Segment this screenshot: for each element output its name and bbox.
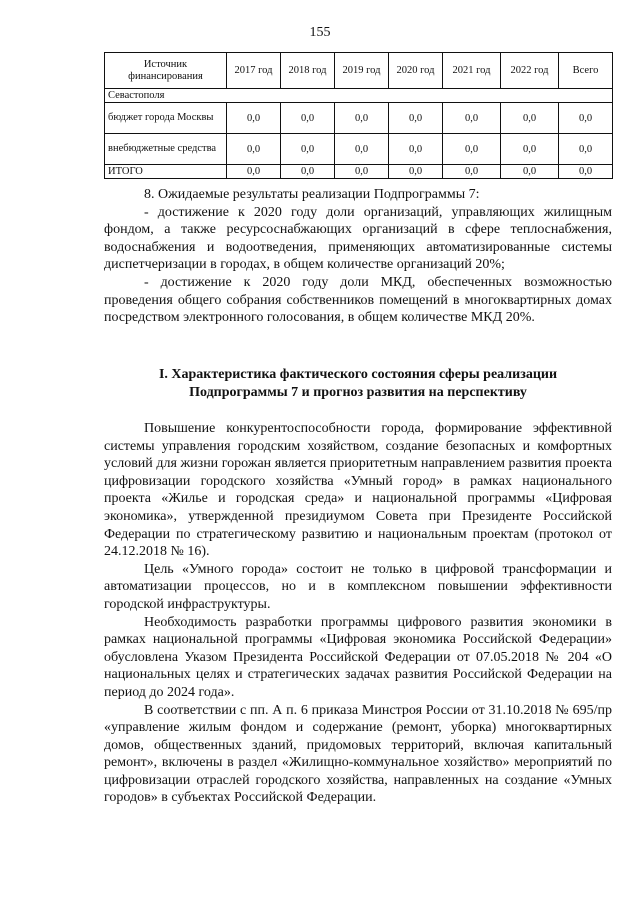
table-cell: 0,0 bbox=[281, 165, 335, 179]
expected-results bbox=[104, 186, 612, 327]
table-cell: 0,0 bbox=[443, 165, 501, 179]
table-row bbox=[105, 134, 613, 165]
header-2018: 2018 год bbox=[281, 53, 335, 89]
table-row bbox=[105, 103, 613, 134]
row-source: внебюджетные средства bbox=[105, 134, 227, 165]
row-source: бюджет города Москвы bbox=[105, 103, 227, 134]
header-2020: 2020 год bbox=[389, 53, 443, 89]
table-cell: 0,0 bbox=[281, 134, 335, 165]
results-item-2: - достижение к 2020 году доли МКД, обеспеченных возможностью проведения общего собрания собственников помещений в многоквартирных домах посредством электронного голосования, в общем количестве МКД 20%. bbox=[104, 274, 612, 326]
table-cell: 0,0 bbox=[227, 165, 281, 179]
table-cell: 0,0 bbox=[227, 134, 281, 165]
table-cell: 0,0 bbox=[335, 134, 389, 165]
section-heading-line-2: Подпрограммы 7 и прогноз развития на перспективу bbox=[189, 385, 527, 400]
header-2019: 2019 год bbox=[335, 53, 389, 89]
row-source: ИТОГО bbox=[105, 165, 227, 179]
table-cell: 0,0 bbox=[389, 165, 443, 179]
section-row-label: Севастополя bbox=[105, 89, 613, 103]
table-cell: 0,0 bbox=[501, 134, 559, 165]
table-header-row bbox=[105, 53, 613, 89]
table-cell: 0,0 bbox=[335, 103, 389, 134]
table-cell: 0,0 bbox=[281, 103, 335, 134]
table-row-total bbox=[105, 165, 613, 179]
paragraph: Цель «Умного города» состоит не только в цифровой трансформации и автоматизации процессов, но и в комплексном повышении эффективности городской инфраструктуры. bbox=[104, 561, 612, 612]
table-section-row bbox=[105, 89, 613, 103]
table-cell: 0,0 bbox=[389, 134, 443, 165]
header-total: Всего bbox=[559, 53, 613, 89]
table-cell: 0,0 bbox=[227, 103, 281, 134]
paragraph: Необходимость разработки программы цифрового развития экономики в рамках национальной программы «Цифровая экономика Российской Федерации» обусловлена Указом Президента Российской Федерации от 07.05.2018 № 204 «О национальных целях и стратегических задачах развития Российской Федерации на период до 2024 года». bbox=[104, 614, 612, 700]
table-cell: 0,0 bbox=[559, 165, 613, 179]
header-2017: 2017 год bbox=[227, 53, 281, 89]
results-item-1: - достижение к 2020 году доли организаций, управляющих жилищным фондом, а также ресурсоснабжающих организаций в сфере теплоснабжения, водоснабжения и водоотведения, применяющих автоматизированные системы диспетчеризации в городах, в общем количестве организаций 20%; bbox=[104, 204, 612, 273]
table-cell: 0,0 bbox=[559, 134, 613, 165]
results-title: 8. Ожидаемые результаты реализации Подпрограммы 7: bbox=[144, 187, 480, 202]
table-cell: 0,0 bbox=[501, 165, 559, 179]
header-2022: 2022 год bbox=[501, 53, 559, 89]
table-cell: 0,0 bbox=[443, 134, 501, 165]
page-number: 155 bbox=[309, 25, 331, 40]
financing-table bbox=[104, 52, 613, 179]
paragraph: В соответствии с пп. А п. 6 приказа Минстроя России от 31.10.2018 № 695/пр «управление жилым фондом и содержание (ремонт, уборка) многоквартирных домов, общественных зданий, придомовых территорий, включая капитальный ремонт», включены в раздел «Жилищно-коммунальное хозяйство» мероприятий по цифровизации отраслей городского хозяйства, направленных на создание «Умных городов» в субъектах Российской Федерации. bbox=[104, 702, 612, 806]
section-body bbox=[104, 420, 612, 807]
section-heading-line-1: I. Характеристика фактического состояния сферы реализации bbox=[158, 367, 558, 382]
table-cell: 0,0 bbox=[389, 103, 443, 134]
table-cell: 0,0 bbox=[443, 103, 501, 134]
section-heading bbox=[104, 366, 612, 402]
table-cell: 0,0 bbox=[559, 103, 613, 134]
header-2021: 2021 год bbox=[443, 53, 501, 89]
table-cell: 0,0 bbox=[501, 103, 559, 134]
paragraph: Повышение конкурентоспособности города, формирование эффективной системы управления городским хозяйством, создание безопасных и комфортных условий для жизни горожан является приоритетным направлением развития проекта цифровизации городского хозяйства «Умный город» в рамках национального проекта «Жилье и городская среда» и национальной программы «Цифровая экономика», утвержденной президиумом Совета при Президенте Российской Федерации по стратегическому развитию и национальным проектам (протокол от 24.12.2018 № 16). bbox=[104, 421, 612, 560]
header-source: Источник финансирования bbox=[105, 53, 227, 89]
table-cell: 0,0 bbox=[335, 165, 389, 179]
